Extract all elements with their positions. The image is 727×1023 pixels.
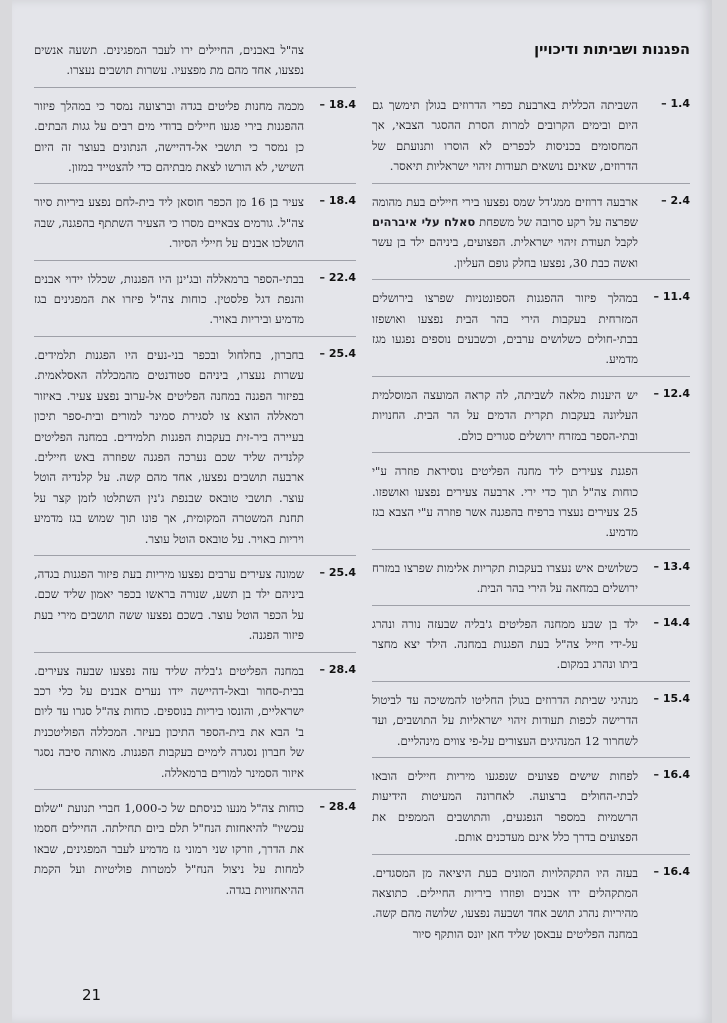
entry-date: 25.4 – — [319, 346, 356, 360]
entry-date: 13.4 – — [653, 559, 690, 573]
entry-text: השביתה הכללית בארבעת כפרי הדרוזים בגולן תימשך גם היום ובימים הקרובים למרות הסרת ההסגר הצבאי, אך המחסומים בכניסות לכפרים לא הוסרו ותנועתם של הדרוזים, שאינם נושאים תעודות זיהוי ישראליות תיאסר. — [372, 98, 638, 174]
chronology-entry — [372, 614, 690, 682]
entry-text: הפגנת צעירים ליד מחנה הפליטים נוסיראת פוזרה ע"י כוחות צה"ל תוך כדי ירי. ארבעה צעירים נפצעו ואושפזו. 25 צעירים נעצרו ברפיח בהפגנה אשר פוזרה ע"י הצבא בגז מדמיע. — [372, 464, 638, 540]
entry-text: ילד בן שבע ממחנה הפליטים ג'בליה שבעזה נורה ונהרג על-ידי חייל צה"ל בעת הפגנות במחנה. הילד יצא מחצר ביתו ונהרג במקום. — [372, 616, 638, 672]
entry-text: במהלך פיזור ההפגנות הספונטניות שפרצו בירושלים המזרחית בעקבות הירי בהר הבית נפצעו ואושפזו בבתי-חולים כשלושים ערבים, וכשבעים נוספים נפגעו מגז מדמיע. — [372, 291, 638, 367]
entry-date: 22.4 – — [319, 270, 356, 284]
chronology-entry — [34, 661, 356, 790]
left-column — [34, 40, 356, 975]
entry-text: שמונה צעירים ערבים נפצעו מיריות בעת פיזור הפגנות בגדה, ביניהם ילד בן תשע, שנורה בראשו בכפר יאמון שליד שכם. על הכפר הוטל עוצר. בשכם נפצעו ששה תושבים מירי בעת פיזור הפגנה. — [34, 566, 304, 643]
chronology-entry — [34, 96, 356, 185]
chronology-entry — [372, 863, 690, 951]
entry-date: 16.4 – — [653, 767, 690, 781]
entry-text: לפחות שישים פצועים שנפגעו מיריות חיילים הובאו לבתי-החולים ברצועה. לאחרונה המעיטות הידיעות הרשמיות במספר הנפגעים, והתושבים הממפים את הפצועים בדרך כלל אינם מעדכנים אותם. — [372, 768, 638, 845]
chronology-entry — [34, 345, 356, 556]
chronology-entry — [372, 690, 690, 758]
entry-text: בחברון, בחלחול ובכפר בני-נעים היו הפגנות תלמידים. עשרות נעצרו, ביניהם סטודנטים מהמכללה האסלאמית. בפיזור הפגנה במחנה הפליטים אל-ערוב נפצע צעיר. באיזור רמאללה הוצא צו לסגירת סמינר למורים ובית-ספר תיכון בעיירה ביר-זית בעקבות הפגנות תלמידים. במחנה הפליטים קלנדיה שליד שכם נערכה הפגנה שפוזרה באש חיילים. ארבעה תושבים נפצעו, אחד מהם קשה. על קלנדיה הוטל עוצר. תושבי טובאס שבנפת ג'נין השתלטו לזמן קצר על תחנת המשטרה המקומית, אך פונו תוך שמוש בגז מדמיע ויריות באויר. על טובאס הוטל עוצר. — [34, 347, 304, 546]
entry-text: במחנה הפליטים ג'בליה שליד עזה נפצעו שבעה צעירים. בבית-סחור ובאל-דהיישה יידו נערים אבנים על כלי רכב ישראליים, והונסו ביריות בנוספים. כוחות צה"ל סגרו עד ליום ב' הבא את בית-הספר התיכון בעיזר. המכללה הפוליטכנית של חברון נסגרה לימיים בעקבות הפגנות. מאותה סיבה נסגר איזור הסמינר למורים ברמאללה. — [34, 663, 304, 780]
chronology-entry — [372, 95, 690, 184]
entry-date: 18.4 – — [319, 97, 356, 111]
entry-text: צה"ל באבנים, החיילים ירו לעבר המפגינים. תשעה אנשים נפצעו, אחד מהם מת מפצעיו. עשרות תושבים נעצרו. — [34, 43, 304, 78]
entry-text: בבתי-הספר ברמאללה ובג'ינן היו הפגנות, שכללו יידוי אבנים והנפת דגל פלסטין. כוחות צה"ל פיזרו את המפגינים בגז מדמיע וביריות באויר. — [34, 271, 304, 327]
entry-text: מכמה מחנות פליטים בגדה וברצועה נמסר כי במהלך פיזור ההפגנות בירי פגעו חיילים בדודי מים רבים על גגות הבתים. כן נמסר כי תושבי אל-דהיישה, הנתונים בעוצר זה היום השישי, לא הורשו לצאת מבתיהם כדי להצטייד במזון. — [34, 98, 304, 175]
entry-text: מנהיגי שביתת הדרוזים בגולן החליטו להמשיכה עד לביטול הדרישה לכפות תעודות זיהוי ישראליות על התושבים, ועד לשחרור 12 המנהיגים העצורים על-פי צווים מינהליים. — [372, 692, 638, 748]
chronology-entry — [34, 40, 356, 88]
entry-date: 16.4 – — [653, 864, 690, 878]
entry-date: 1.4 – — [661, 97, 690, 110]
book-page — [12, 0, 712, 1023]
chronology-entry — [372, 558, 690, 606]
chronology-entry — [372, 192, 690, 281]
entry-text — [372, 192, 638, 274]
entry-date — [304, 40, 356, 42]
page-title: הפגנות ושביתות ודיכויין — [534, 42, 690, 58]
page-number: 21 — [82, 986, 102, 1004]
entry-date: 2.4 – — [661, 193, 690, 207]
entry-date: 28.4 – — [319, 800, 356, 813]
person-name: סאלח עלי איברהים — [372, 215, 476, 230]
chronology-entry — [34, 192, 356, 260]
chronology-entry — [372, 461, 690, 550]
entry-date: 25.4 – — [319, 565, 356, 579]
entry-date: 12.4 – — [653, 386, 690, 400]
chronology-entry — [372, 766, 690, 855]
entry-text-before: ארבעה דרוזים ממג'דל שמס נפצעו בירי חיילים בעת מהומה שפרצה על רקע סרובה של משפחת — [372, 194, 638, 230]
entry-text-after: לקבל תעודת זיהוי ישראלית. הפצועים, ביניהם ילד בן עשר ואשה כבת 30, נפצעו בחלק גופם העליון. — [372, 235, 638, 270]
entry-date — [638, 461, 690, 463]
entry-date: 28.4 – — [319, 662, 356, 676]
entry-date: 11.4 – — [653, 290, 690, 304]
chronology-entry — [34, 798, 356, 906]
chronology-entry — [372, 288, 690, 377]
entry-text: כשלושים איש נעצרו בעקבות תקריות אלימות שפרצו במזרח ירושלים במחאה על הירי בהר הבית. — [372, 560, 638, 596]
entry-text: כוחות צה"ל מנעו כניסתם של כ-1,000 חברי תנועת "שלום עכשיו" להיאחזות הנח"ל תלם ביום תחילתה. החיילים חסמו את הדרך, וזרקו שני רמוני גז מדמיע לעבר המפגינים, שבאו למחות על ניצול הנח"ל למטרות פוליטיות ועל הקמת ההיאחזויות בגדה. — [34, 801, 304, 897]
chronology-entry — [34, 269, 356, 337]
right-column — [372, 95, 690, 975]
chronology-entry — [34, 564, 356, 653]
entry-date: 15.4 – — [653, 691, 690, 705]
entry-text: צעיר בן 16 מן הכפר חוסאן ליד בית-לחם נפצע ביריות סיור צה"ל. גורמים צבאיים מסרו כי הצעיר השתתף בהפגנה, שבה הושלכו אבנים על חיילי הסיור. — [34, 195, 304, 251]
chronology-entry — [372, 385, 690, 453]
entry-text: בעזה היו התקהלויות המונים בעת היציאה מן המסגדים. המתקהלים ידו אבנים ופוזרו ביריות החיילים. כתוצאה מהיריות נהרג תושב אחד ושבעה נפצעו, שלושה מהם קשה. במחנה הפליטים עבאסן שליד חאן יונס הותקף סיור — [372, 865, 638, 941]
entry-text: יש היענות מלאה לשביתה, לה קראה המועצה המוסלמית העליונה בעקבות תקרית הדמים על הר הבית. החנויות ובתי-הספר במזרח ירושלים סגורים כולם. — [372, 387, 638, 443]
entry-date: 14.4 – — [653, 615, 690, 629]
entry-date: 18.4 – — [319, 194, 356, 208]
